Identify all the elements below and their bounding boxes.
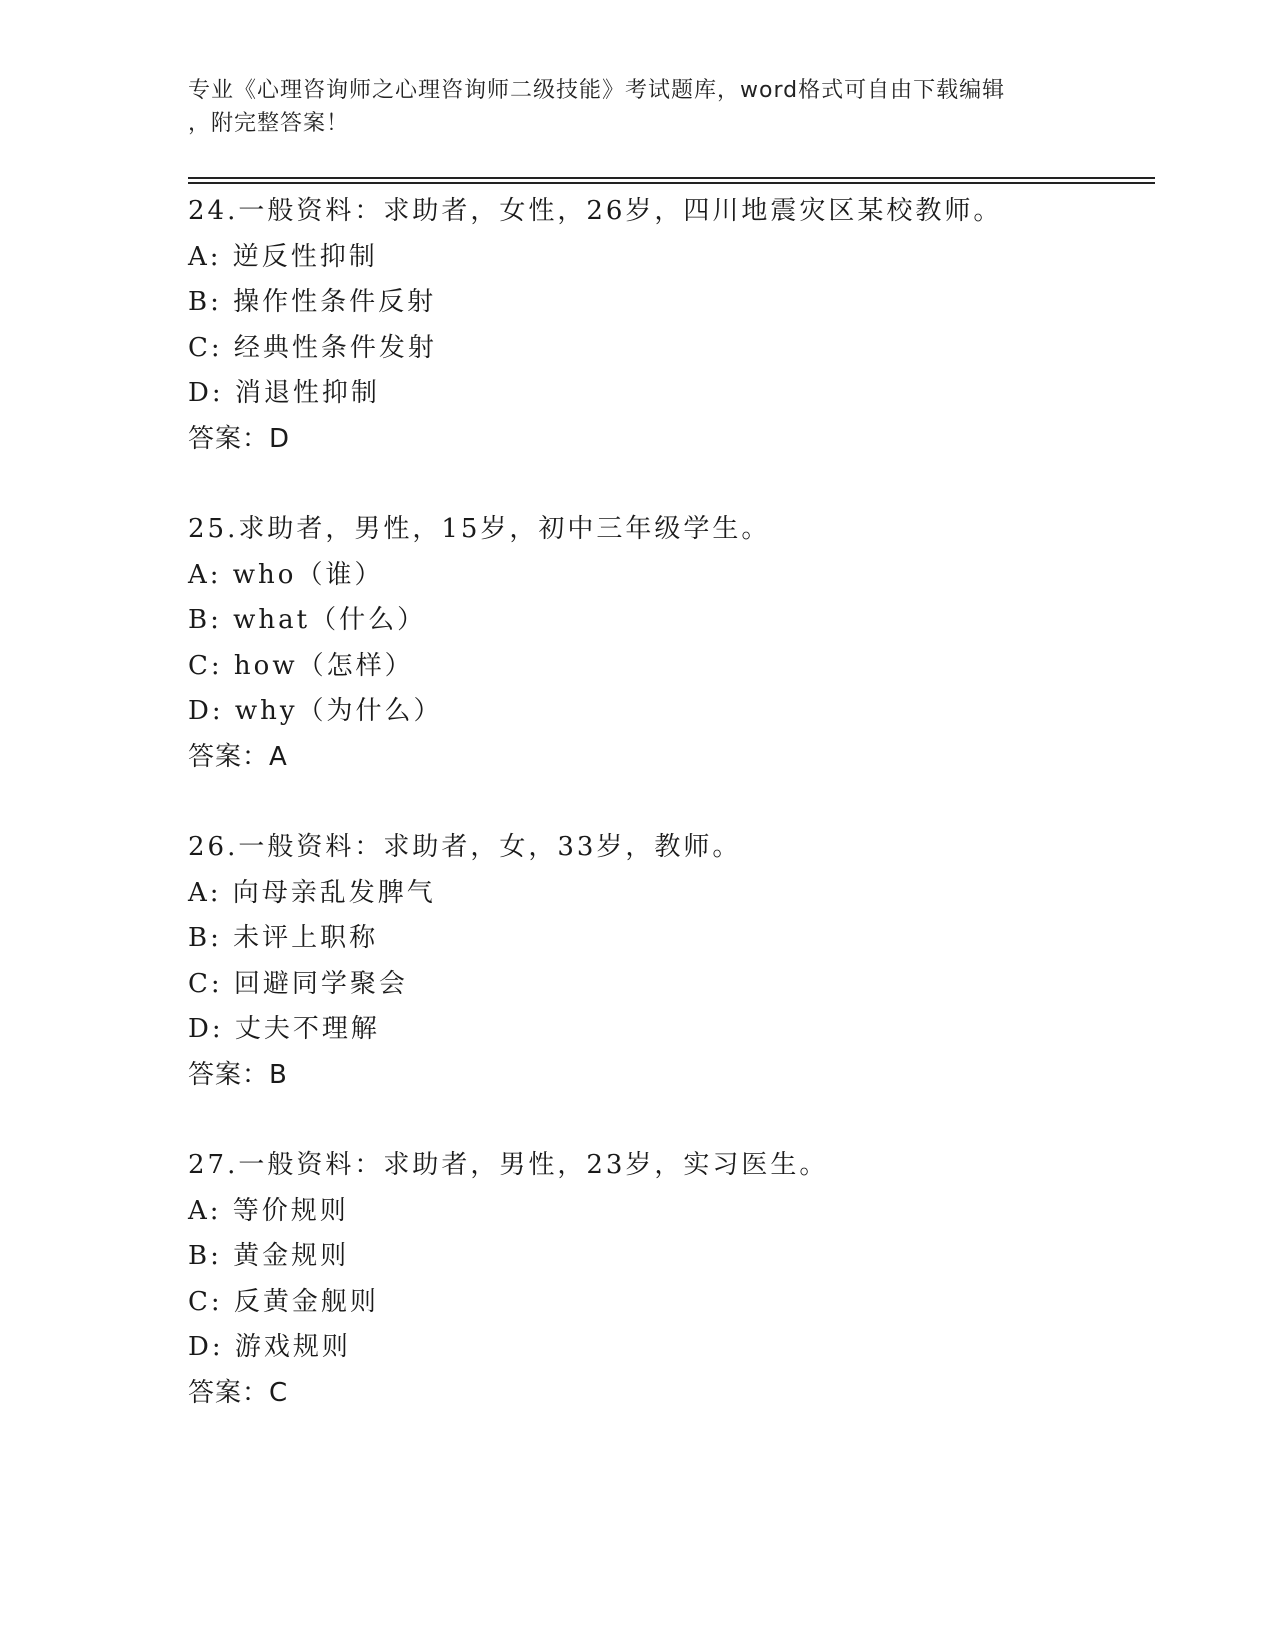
header-divider-bottom [188,182,1155,184]
answer-line: 答案：A [188,741,288,772]
question-stem: 26.一般资料：求助者，女，33岁，教师。 [188,832,742,862]
option-b: B: 操作性条件反射 [188,287,437,317]
answer-line: 答案：B [188,1059,288,1090]
option-a: A: 逆反性抑制 [188,241,378,272]
option-a: A: 等价规则 [188,1195,349,1226]
option-a: A: 向母亲乱发脾气 [188,877,436,908]
header-divider-top [188,177,1155,179]
header-line-2: ，附完整答案！ [188,111,350,136]
question-27 [188,1143,1148,1416]
question-stem: 25.求助者，男性，15岁，初中三年级学生。 [188,514,771,544]
question-26 [188,825,1148,1098]
option-b: B: what（什么） [188,605,427,635]
question-stem: 24.一般资料：求助者，女性，26岁，四川地震灾区某校教师。 [188,196,1003,226]
option-c: C: how（怎样） [188,650,414,681]
answer-line: 答案：C [188,1377,289,1408]
option-d: D: why（为什么） [188,696,443,726]
option-d: D: 丈夫不理解 [188,1014,380,1044]
question-24 [188,189,1148,462]
answer-line: 答案：D [188,423,291,454]
document-header [188,74,1088,140]
option-d: D: 消退性抑制 [188,378,380,408]
option-a: A: who（谁） [188,559,384,590]
option-c: C: 回避同学聚会 [188,968,408,999]
option-b: B: 未评上职称 [188,923,379,953]
question-stem: 27.一般资料：求助者，男性，23岁，实习医生。 [188,1150,829,1180]
option-c: C: 反黄金舰则 [188,1286,379,1317]
option-b: B: 黄金规则 [188,1241,350,1271]
option-d: D: 游戏规则 [188,1332,351,1362]
header-line-1: 专业《心理咨询师之心理咨询师二级技能》考试题库，word格式可自由下载编辑 [188,78,1006,103]
option-c: C: 经典性条件发射 [188,332,437,363]
question-25 [188,507,1148,780]
